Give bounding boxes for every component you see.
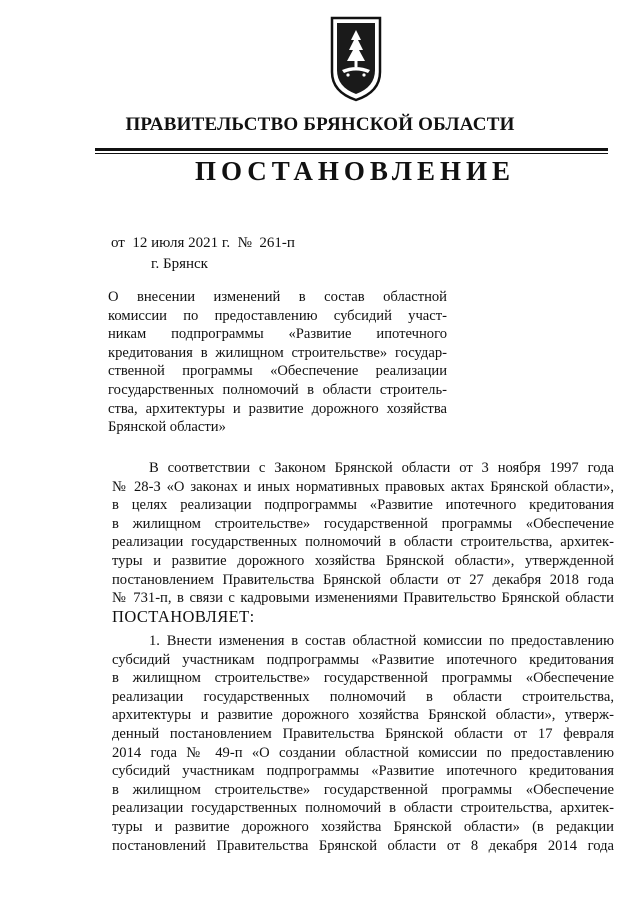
coat-of-arms-icon <box>328 14 384 102</box>
paragraph-line: В соответствии с Законом Брянской области от 3 ноября 1997 года <box>149 460 614 476</box>
subject-line: комиссии по предоставлению субсидий участ- <box>108 307 447 324</box>
header-divider-thick <box>95 148 608 151</box>
paragraph-line: 2014 года № 49-п «О создании областной комиссии по предоставлению <box>112 744 614 761</box>
paragraph-line: туры и развитие дорожного хозяйства Брянской области» (в редакции <box>112 818 614 835</box>
paragraph-line: денный постановлением Правительства Брянской области от 17 февраля <box>112 725 614 742</box>
paragraph-line: субсидий участникам подпрограммы «Развитие ипотечного кредитования <box>112 763 614 780</box>
decree-word: ПОСТАНОВЛЯЕТ: <box>112 606 255 626</box>
subject-line: ственной программы «Обеспечение реализации <box>108 363 447 380</box>
subject-line: кредитования в жилищном строительстве» государ- <box>108 344 447 361</box>
paragraph-line: в целях реализации подпрограммы «Развитие ипотечного кредитования <box>112 497 614 514</box>
organization-title: ПРАВИТЕЛЬСТВО БРЯНСКОЙ ОБЛАСТИ <box>125 114 515 135</box>
paragraph-line: реализации государственных полномочий в области строительства, <box>112 688 614 705</box>
document-city: г. Брянск <box>151 256 208 272</box>
subject-line: государственных полномочий в области строитель- <box>108 381 447 398</box>
paragraph-line: в жилищном строительстве» государственной программы «Обеспечение <box>112 515 614 532</box>
subject-line: никам подпрограммы «Развитие ипотечного <box>108 326 447 343</box>
paragraph-line: 1. Внести изменения в состав областной комиссии по предоставлению <box>149 633 614 649</box>
subject-line: О внесении изменений в состав областной <box>108 289 447 305</box>
paragraph-line: субсидий участникам подпрограммы «Развитие ипотечного кредитования <box>112 651 614 668</box>
paragraph-line: в жилищном строительстве» государственной программы «Обеспечение <box>112 781 614 798</box>
document-type-title: ПОСТАНОВЛЕНИЕ <box>194 156 516 186</box>
document-date-number: от 12 июля 2021 г. № 261-п <box>111 235 295 251</box>
paragraph-line: архитектуры и развитие дорожного хозяйства Брянской области», утверж- <box>112 707 614 724</box>
document-subject <box>108 288 447 437</box>
paragraph-line: постановлением Правительства Брянской области от 27 декабря 2018 года <box>112 571 614 588</box>
coat-of-arms-emblem <box>328 14 384 102</box>
paragraph-line: туры и развитие дорожного хозяйства Брянской области», утвержденной <box>112 552 614 569</box>
paragraph-line: № 28-З «О законах и иных нормативных правовых актах Брянской области», <box>112 478 614 495</box>
clause-1-paragraph <box>112 632 614 855</box>
paragraph-line: в жилищном строительстве» государственной программы «Обеспечение <box>112 670 614 687</box>
paragraph-line: реализации государственных полномочий в области строительства, архитек- <box>112 534 614 551</box>
header-divider-thin <box>95 153 608 154</box>
subject-line: Брянской области» <box>108 419 226 436</box>
subject-line: ства, архитектуры и развитие дорожного хозяйства <box>108 400 447 417</box>
paragraph-line: постановлений Правительства Брянской области от 8 декабря 2014 года <box>112 837 614 854</box>
paragraph-line: № 731-п, в связи с кадровыми изменениями Правительство Брянской области <box>112 590 614 607</box>
preamble-paragraph <box>112 459 614 626</box>
paragraph-line: реализации государственных полномочий в области строительства, архитек- <box>112 800 614 817</box>
